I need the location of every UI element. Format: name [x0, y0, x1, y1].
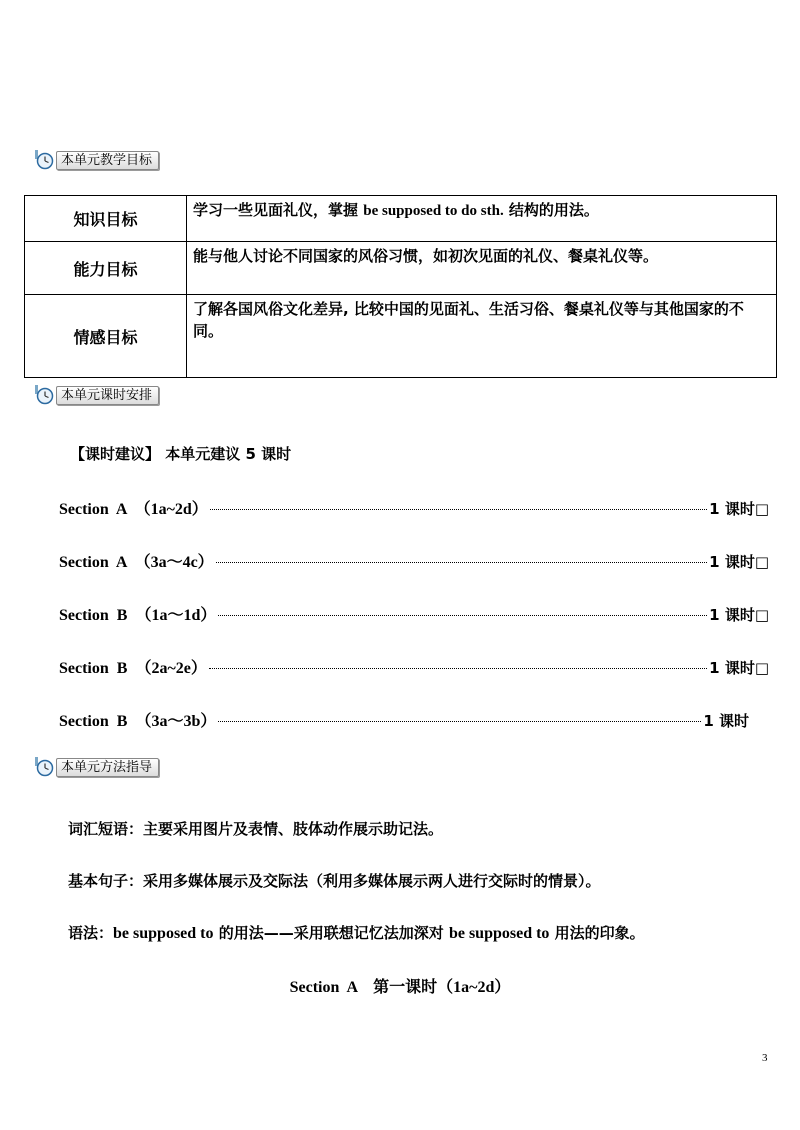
goal-heading-ability: 能力目标 [25, 242, 187, 295]
lesson-section: Section A （3a～4c） [59, 554, 214, 571]
lesson-section: Section A （1a~2d） [59, 501, 208, 518]
grammar-term: be supposed to [113, 925, 214, 942]
table-row [25, 196, 777, 242]
lesson-section: Section B （3a～3b） [59, 713, 217, 730]
goal-text-knowledge: 学习一些见面礼仪，掌握 be supposed to do sth. 结构的用法。 [187, 196, 777, 242]
lesson-subtitle [0, 974, 800, 997]
section-tag-schedule [34, 385, 159, 405]
section-tag-label: 本单元课时安排 [56, 386, 159, 405]
clock-icon [34, 757, 54, 777]
lesson-hours: 1 课时□ [709, 500, 769, 518]
page-number: 3 [762, 1052, 768, 1064]
section-tag-label: 本单元教学目标 [56, 151, 159, 170]
clock-icon [34, 150, 54, 170]
lesson-row [59, 708, 749, 732]
table-row [25, 242, 777, 295]
section-tag-goals [34, 150, 159, 170]
lesson-row [59, 655, 769, 679]
lesson-row [59, 496, 769, 520]
lesson-hours: 1 课时 [703, 712, 749, 730]
lesson-section: Section B （1a～1d） [59, 607, 217, 624]
goals-table [24, 195, 777, 378]
section-tag-methods [34, 757, 159, 777]
dot-leader [209, 668, 707, 669]
grammar-term: be supposed to [448, 925, 550, 942]
lesson-hours: 1 课时□ [709, 659, 769, 677]
goal-text-ability: 能与他人讨论不同国家的风俗习惯，如初次见面的礼仪、餐桌礼仪等。 [187, 242, 777, 295]
dot-leader [216, 562, 707, 563]
method-grammar [68, 922, 645, 943]
dot-leader [218, 721, 701, 722]
lesson-hours: 1 课时□ [709, 553, 769, 571]
lesson-hours: 1 课时□ [709, 606, 769, 624]
method-vocab: 词汇短语：主要采用图片及表情、肢体动作展示助记法。 [68, 820, 444, 838]
lesson-row [59, 602, 769, 626]
section-tag-label: 本单元方法指导 [56, 758, 159, 777]
goal-heading-knowledge: 知识目标 [25, 196, 187, 242]
lesson-row [59, 549, 769, 573]
dot-leader [218, 615, 707, 616]
goal-text-emotion: 了解各国风俗文化差异, 比较中国的见面礼、生活习俗、餐桌礼仪等与其他国家的不同。 [187, 295, 777, 378]
lesson-subtitle-text: Section A 第一课时（1a~2d） [289, 979, 511, 996]
method-sentence: 基本句子：采用多媒体展示及交际法（利用多媒体展示两人进行交际时的情景）。 [68, 872, 601, 890]
dot-leader [210, 509, 707, 510]
goal-heading-emotion: 情感目标 [25, 295, 187, 378]
grammar-mid: 的用法——采用联想记忆法加深对 [213, 924, 449, 942]
clock-icon [34, 385, 54, 405]
lesson-suggestion: 【课时建议】 本单元建议 5 课时 [70, 445, 292, 463]
lesson-section: Section B （2a~2e） [59, 660, 207, 677]
grammar-prefix: 语法： [68, 924, 114, 942]
grammar-suffix: 用法的印象。 [549, 924, 645, 942]
table-row [25, 295, 777, 378]
